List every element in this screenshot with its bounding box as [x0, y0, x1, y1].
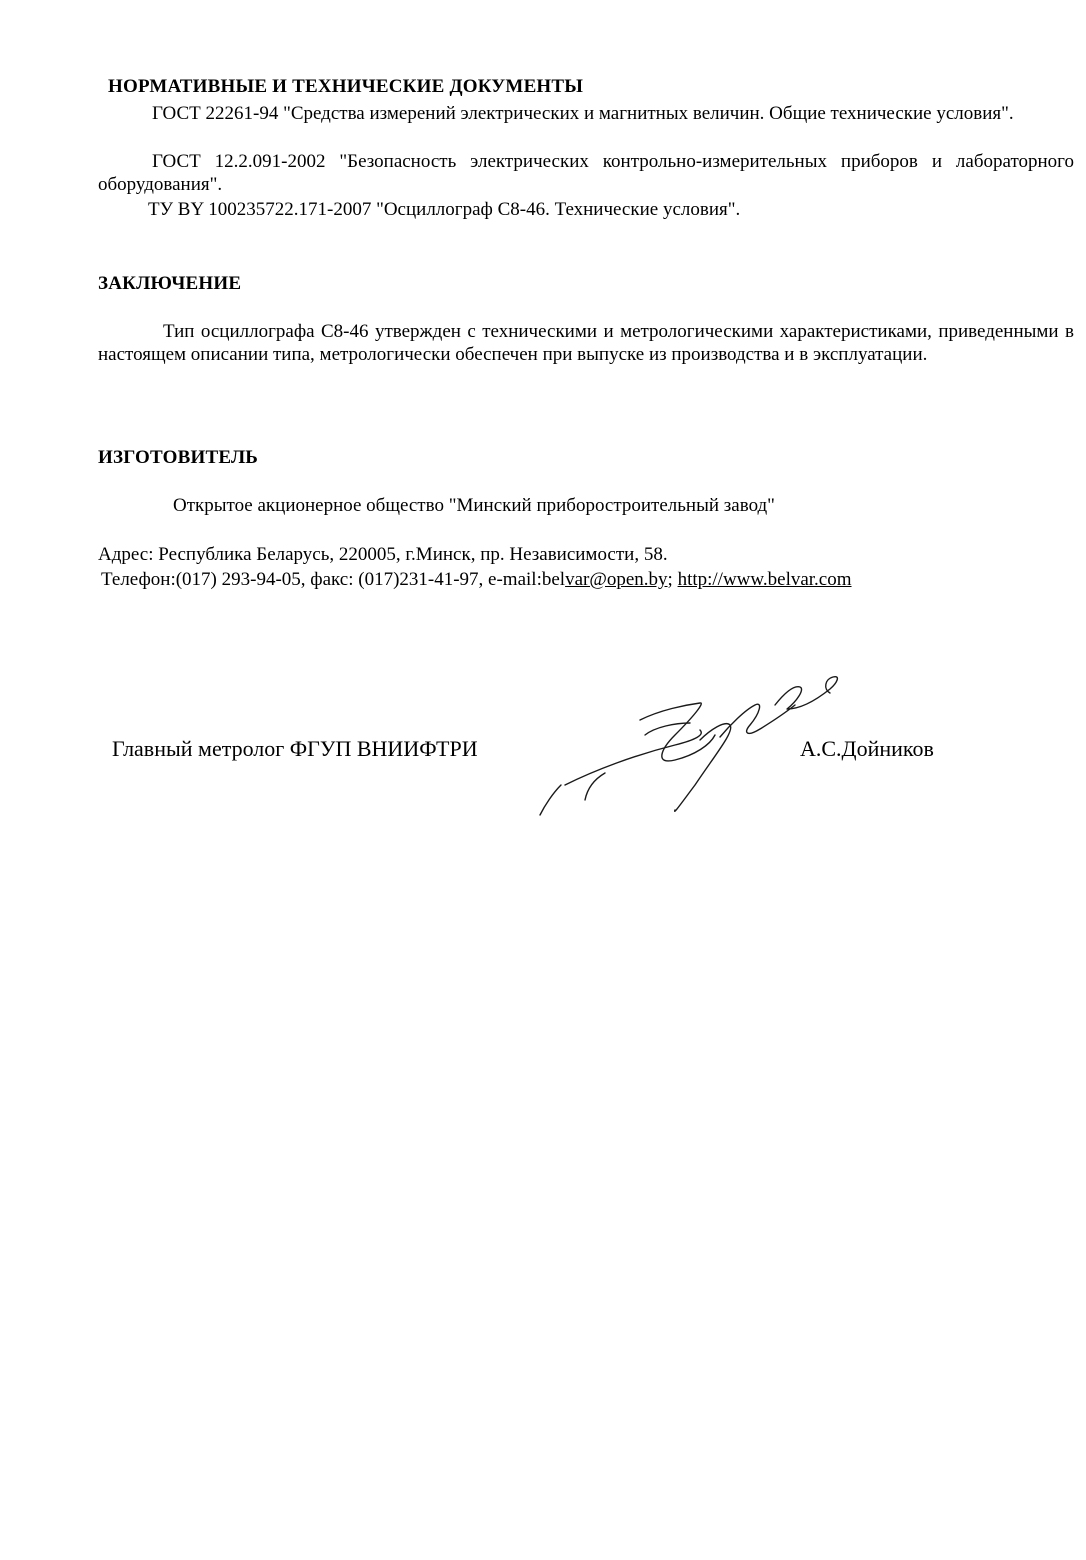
manufacturer-name: Открытое акционерное общество "Минский приборостроительный завод"	[173, 495, 775, 516]
website-link[interactable]: http://www.belvar.com	[677, 569, 852, 590]
signature-stroke	[565, 730, 701, 785]
signature-stroke	[585, 773, 605, 800]
signature-stroke	[540, 785, 561, 815]
normative-item-gost-12-2-091: ГОСТ 12.2.091-2002 "Безопасность электрических контрольно-измерительных приборов и лабораторного оборудования".	[98, 151, 1074, 195]
contacts-text: Телефон:(017) 293-94-05, факс: (017)231-41-97, e-mail:bel	[101, 569, 566, 590]
signature-stroke	[720, 704, 795, 737]
manufacturer-address: Адрес: Республика Беларусь, 220005, г.Минск, пр. Независимости, 58.	[98, 544, 668, 565]
manufacturer-contacts	[101, 568, 852, 591]
email-link[interactable]: var@open.by	[565, 569, 668, 590]
signatory-title: Главный метролог ФГУП ВНИИФТРИ	[112, 736, 478, 761]
signature-stroke	[675, 724, 731, 812]
signature-stroke	[640, 703, 715, 761]
contacts-separator: ;	[667, 569, 678, 590]
normative-item-gost-22261: ГОСТ 22261-94 "Средства измерений электрических и магнитных величин. Общие технические условия".	[152, 103, 1014, 124]
signature-stroke	[775, 677, 837, 709]
conclusion-text: Тип осциллографа С8-46 утвержден с техническими и метрологическими характеристиками, приведенными в настоящем описании типа, метрологически обеспечен при выпуске из производства и в эксплуатации.	[98, 321, 1074, 365]
normative-item-tu: ТУ BY 100235722.171-2007 "Осциллограф С8-46. Технические условия".	[148, 199, 741, 220]
conclusion-heading: ЗАКЛЮЧЕНИЕ	[98, 273, 242, 294]
signatory-name: А.С.Дойников	[800, 736, 934, 761]
normative-heading: НОРМАТИВНЫЕ И ТЕХНИЧЕСКИЕ ДОКУМЕНТЫ	[108, 76, 584, 97]
signature-stroke	[645, 723, 690, 735]
manufacturer-heading: ИЗГОТОВИТЕЛЬ	[98, 447, 259, 468]
